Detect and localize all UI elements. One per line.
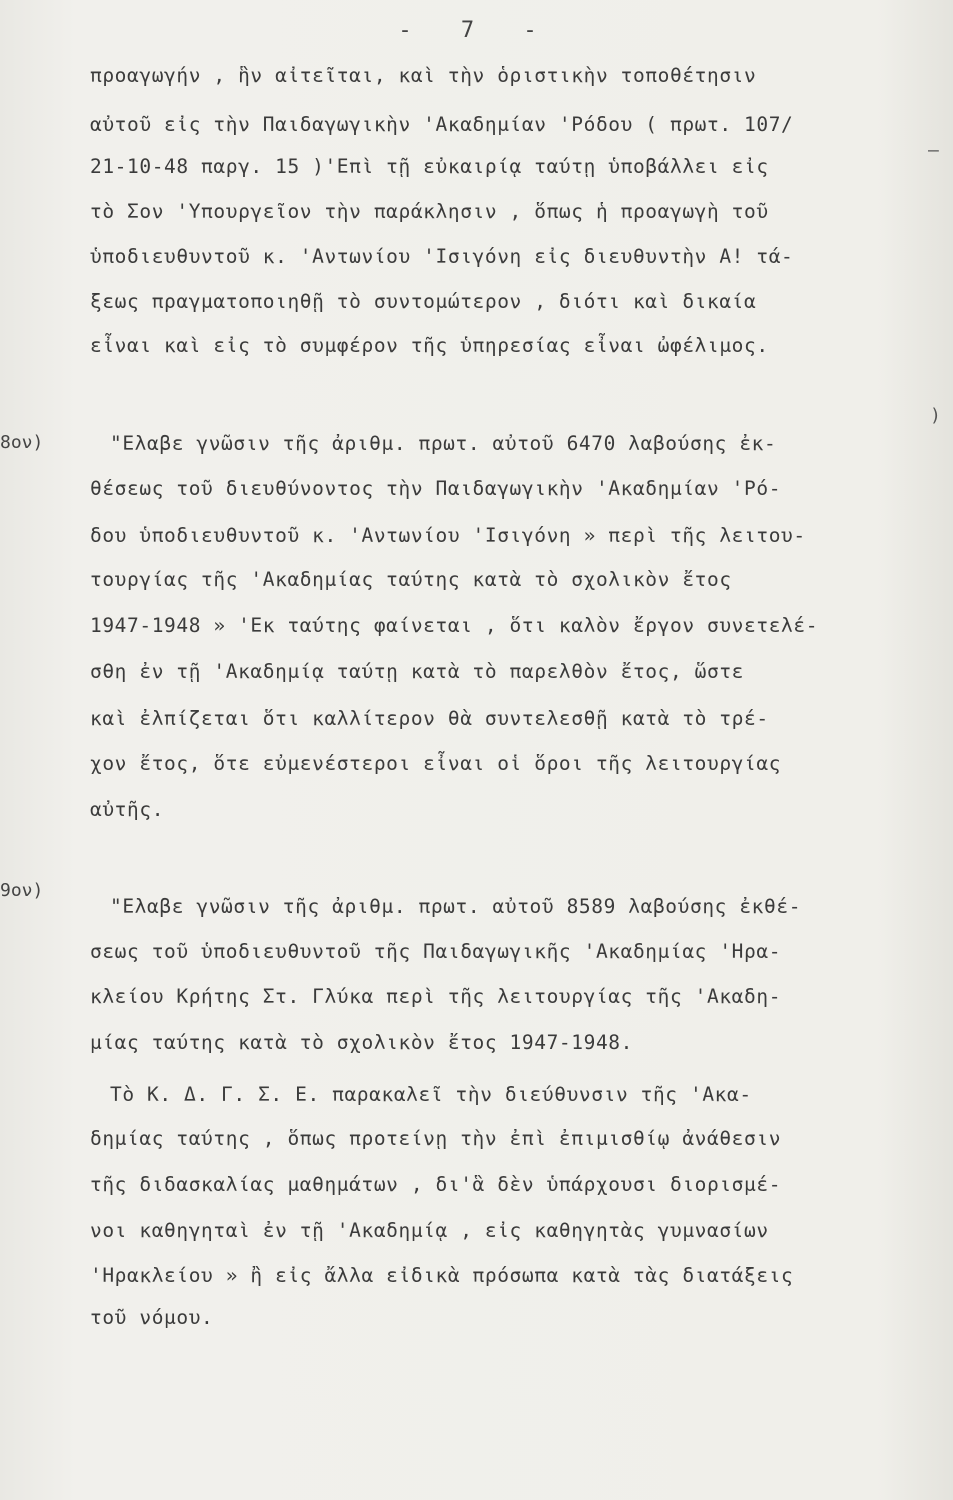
text-line: χον ἔτος, ὅτε εὐμενέστεροι εἶναι οἱ ὅροι τῆς λειτουργίας xyxy=(90,752,782,775)
item-marker-9: 9ον) xyxy=(0,880,44,901)
text-line: αὐτῆς. xyxy=(90,798,165,821)
text-line: καὶ ἐλπίζεται ὅτι καλλίτερον θὰ συντελεσθῇ κατὰ τὸ τρέ- xyxy=(90,707,769,730)
text-line: σεως τοῦ ὑποδιευθυντοῦ τῆς Παιδαγωγικῆς 'Ακαδημίας 'Ηρα- xyxy=(90,940,782,963)
text-line: 1947-1948 » 'Εκ ταύτης φαίνεται , ὅτι καλὸν ἔργον συνετελέ- xyxy=(90,614,819,637)
page-number: - 7 - xyxy=(398,18,555,43)
item-marker-8: 8ον) xyxy=(0,432,44,453)
text-line: 21-10-48 παργ. 15 )'Επὶ τῇ εὐκαιρίᾳ ταύτῃ ὑποβάλλει εἰς xyxy=(90,155,769,178)
text-line: 'Ηρακλείου » ἢ εἰς ἄλλα εἰδικὰ πρόσωπα κατὰ τὰς διατάξεις xyxy=(90,1264,794,1287)
text-line: μίας ταύτης κατὰ τὸ σχολικὸν ἔτος 1947-1948. xyxy=(90,1031,633,1054)
text-line: ξεως πραγματοποιηθῇ τὸ συντομώτερον , διότι καὶ δικαία xyxy=(90,290,757,313)
text-line: Τὸ Κ. Δ. Γ. Σ. Ε. παρακαλεῖ τὴν διεύθυνσιν τῆς 'Ακα- xyxy=(110,1083,752,1106)
text-line: σθη ἐν τῇ 'Ακαδημίᾳ ταύτῃ κατὰ τὸ παρελθὸν ἔτος, ὥστε xyxy=(90,660,745,683)
margin-mark: – xyxy=(928,140,939,161)
text-line: δημίας ταύτης , ὅπως προτείνῃ τὴν ἐπὶ ἐπιμισθίῳ ἀνάθεσιν xyxy=(90,1127,782,1150)
text-line: αὐτοῦ εἰς τὴν Παιδαγωγικὴν 'Ακαδημίαν 'Ρόδου ( πρωτ. 107/ xyxy=(90,113,794,136)
text-line: νοι καθηγηταὶ ἐν τῇ 'Ακαδημίᾳ , εἰς καθηγητὰς γυμνασίων xyxy=(90,1219,769,1242)
text-line: τουργίας τῆς 'Ακαδημίας ταύτης κατὰ τὸ σχολικὸν ἔτος xyxy=(90,568,732,591)
text-line: προαγωγήν , ἣν αἰτεῖται, καὶ τὴν ὁριστικὴν τοποθέτησιν xyxy=(90,64,757,87)
text-line: ὑποδιευθυντοῦ κ. 'Αντωνίου 'Ισιγόνη εἰς διευθυντὴν Α! τά- xyxy=(90,245,794,268)
text-line: τοῦ νόμου. xyxy=(90,1306,214,1329)
text-line: τὸ Σον 'Υπουργεῖον τὴν παράκλησιν , ὅπως ἡ προαγωγὴ τοῦ xyxy=(90,200,769,223)
text-line: τῆς διδασκαλίας μαθημάτων , δι'ἃ δὲν ὑπάρχουσι διορισμέ- xyxy=(90,1173,782,1196)
text-line: κλείου Κρήτης Στ. Γλύκα περὶ τῆς λειτουργίας τῆς 'Ακαδη- xyxy=(90,985,782,1008)
text-line: "Ελαβε γνῶσιν τῆς ἀριθμ. πρωτ. αὐτοῦ 6470 λαβούσης ἐκ- xyxy=(110,432,777,455)
text-line: θέσεως τοῦ διευθύνοντος τὴν Παιδαγωγικὴν 'Ακαδημίαν 'Ρό- xyxy=(90,477,782,500)
text-line: "Ελαβε γνῶσιν τῆς ἀριθμ. πρωτ. αὐτοῦ 8589 λαβούσης ἐκθέ- xyxy=(110,895,802,918)
margin-mark: ) xyxy=(930,405,941,426)
text-line: δου ὑποδιευθυντοῦ κ. 'Αντωνίου 'Ισιγόνη » περὶ τῆς λειτου- xyxy=(90,524,806,547)
text-line: εἶναι καὶ εἰς τὸ συμφέρον τῆς ὑπηρεσίας εἶναι ὠφέλιμος. xyxy=(90,334,769,357)
